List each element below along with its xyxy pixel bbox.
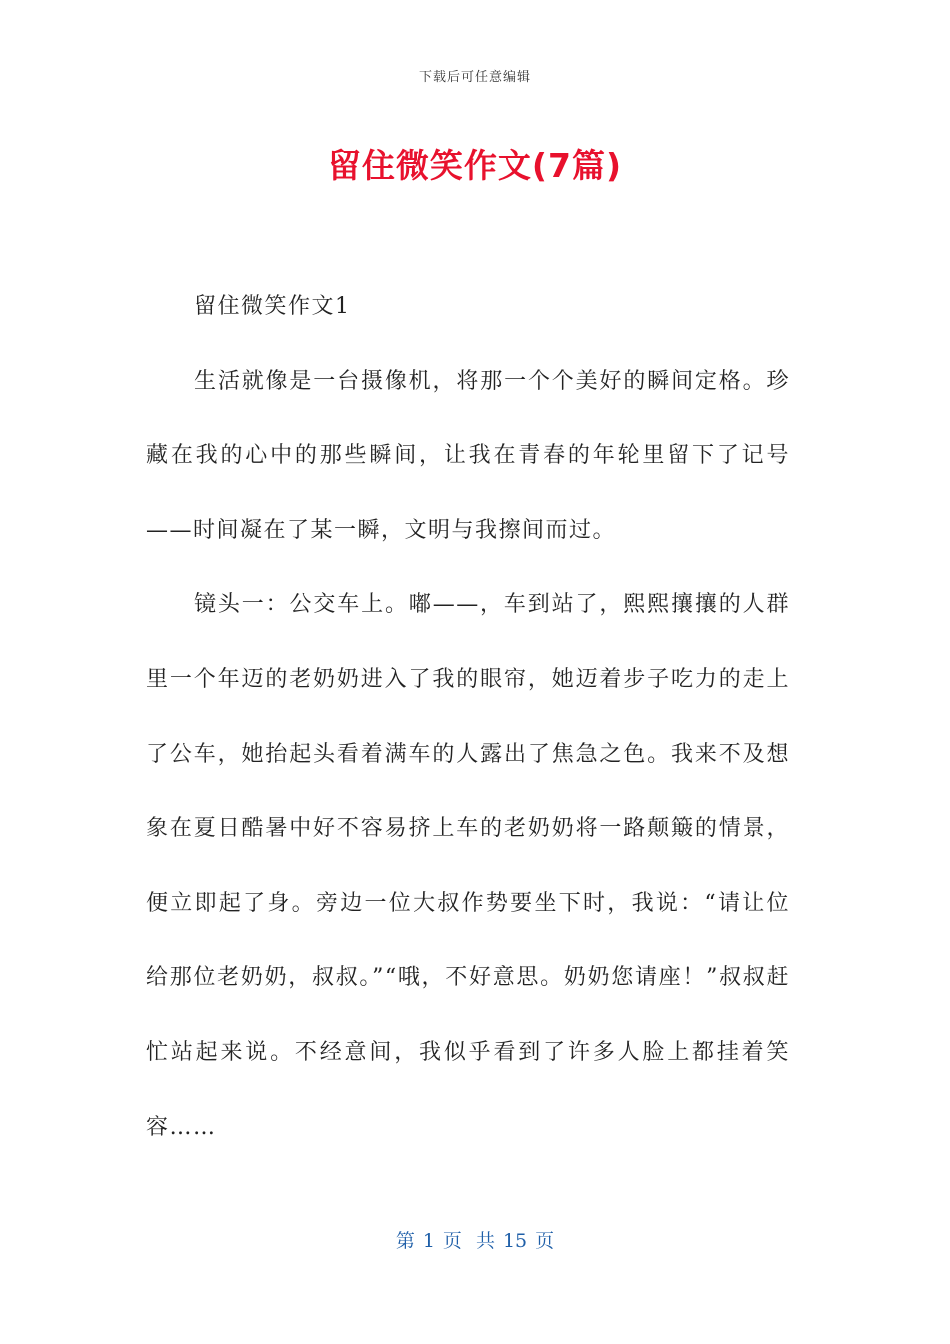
page-current: 1 bbox=[422, 1230, 435, 1252]
paragraph-1: 生活就像是一台摄像机，将那一个个美好的瞬间定格。珍藏在我的心中的那些瞬间，让我在青春的年轮里留下了记号——时间凝在了某一瞬，文明与我擦间而过。 bbox=[146, 368, 790, 543]
document-title: 留住微笑作文(7篇) bbox=[327, 146, 623, 185]
page-label-prefix: 第 bbox=[395, 1230, 415, 1252]
page-footer bbox=[0, 1226, 950, 1253]
page-label-suffix: 页 bbox=[535, 1230, 555, 1252]
section-heading: 留住微笑作文1 bbox=[194, 294, 351, 319]
header-note: 下载后可任意编辑 bbox=[418, 70, 531, 85]
page-total: 15 bbox=[502, 1230, 528, 1252]
paragraph-2: 镜头一：公交车上。嘟——，车到站了，熙熙攘攘的人群里一个年迈的老奶奶进入了我的眼帘，她迈着步子吃力的走上了公车，她抬起头看着满车的人露出了焦急之色。我来不及想象在夏日酷暑中好不容易挤上车的老奶奶将一路颠簸的情景，便立即起了身。旁边一位大叔作势要坐下时，我说：“请让位给那位老奶奶，叔叔。”“哦，不好意思。奶奶您请座！”叔叔赶忙站起来说。不经意间，我似乎看到了许多人脸上都挂着笑容…… bbox=[146, 592, 790, 1140]
page-label-mid: 页 共 bbox=[442, 1230, 495, 1252]
document-body bbox=[146, 270, 790, 1165]
